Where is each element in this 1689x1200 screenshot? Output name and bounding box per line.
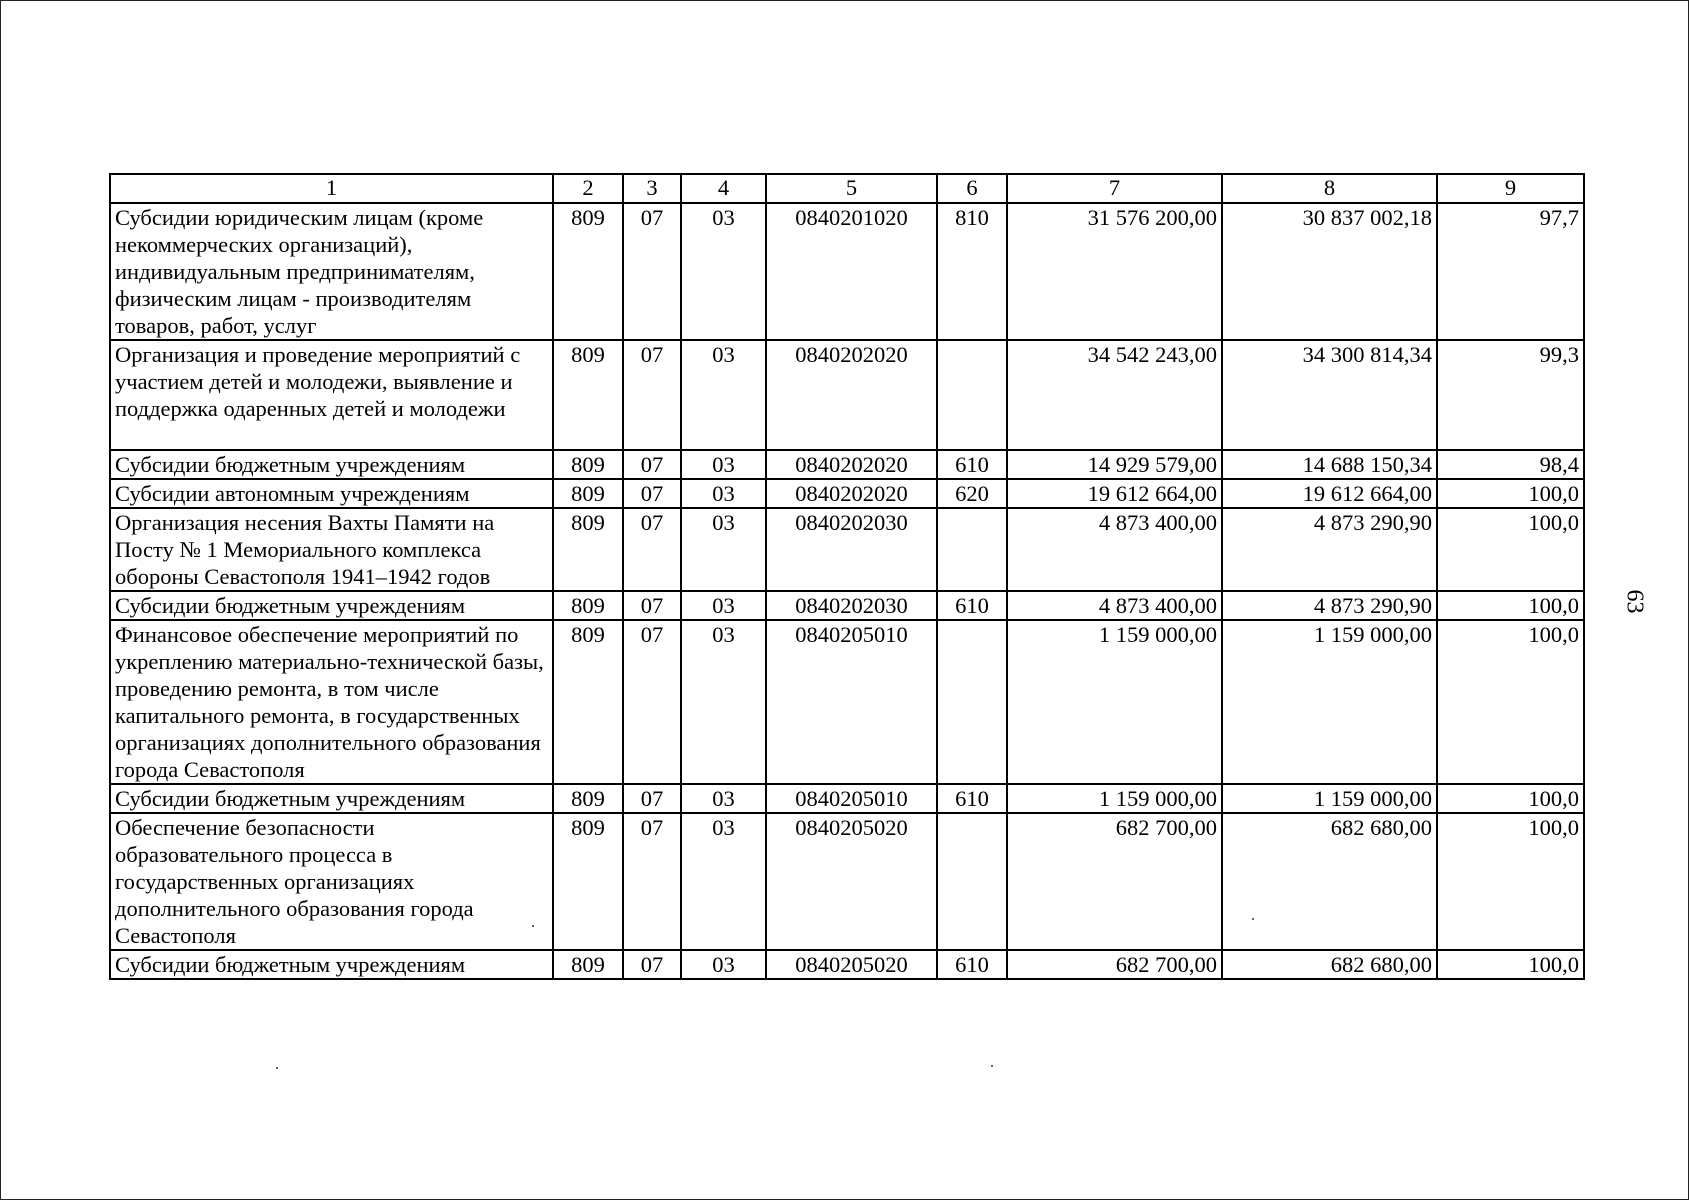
header-col-9: 9	[1437, 174, 1584, 203]
row-name: Субсидии автономным учреждениям	[110, 479, 553, 508]
cell-col-7: 1 159 000,00	[1007, 620, 1222, 784]
cell-col-8: 14 688 150,34	[1222, 450, 1437, 479]
cell-col-7: 19 612 664,00	[1007, 479, 1222, 508]
cell-col-8: 682 680,00	[1222, 950, 1437, 979]
cell-col-3: 07	[623, 784, 681, 813]
cell-col-7: 34 542 243,00	[1007, 340, 1222, 450]
cell-col-2: 809	[553, 508, 623, 591]
cell-col-2: 809	[553, 591, 623, 620]
cell-col-9: 100,0	[1437, 813, 1584, 950]
page-number: 63	[1621, 589, 1648, 614]
cell-col-4: 03	[681, 784, 766, 813]
table-row	[110, 508, 1584, 591]
scan-speck	[276, 1067, 278, 1069]
cell-col-4: 03	[681, 508, 766, 591]
cell-col-7: 1 159 000,00	[1007, 784, 1222, 813]
cell-col-6	[937, 813, 1007, 950]
cell-col-5: 0840202030	[766, 508, 937, 591]
cell-col-8: 1 159 000,00	[1222, 620, 1437, 784]
cell-col-4: 03	[681, 950, 766, 979]
cell-col-2: 809	[553, 479, 623, 508]
cell-col-6	[937, 508, 1007, 591]
cell-col-6	[937, 340, 1007, 450]
cell-col-4: 03	[681, 340, 766, 450]
row-name: Организация несения Вахты Памяти на Посту № 1 Мемориального комплекса обороны Севастополя 1941–1942 годов	[110, 508, 553, 591]
row-name: Субсидии бюджетным учреждениям	[110, 950, 553, 979]
cell-col-3: 07	[623, 450, 681, 479]
scan-speck	[1252, 918, 1254, 920]
cell-col-6: 810	[937, 203, 1007, 340]
row-name: Субсидии бюджетным учреждениям	[110, 784, 553, 813]
cell-col-8: 34 300 814,34	[1222, 340, 1437, 450]
cell-col-9: 100,0	[1437, 479, 1584, 508]
cell-col-4: 03	[681, 450, 766, 479]
cell-col-8: 4 873 290,90	[1222, 508, 1437, 591]
table-row	[110, 591, 1584, 620]
scan-speck	[532, 925, 534, 927]
table-row	[110, 813, 1584, 950]
row-name: Субсидии юридическим лицам (кроме некоммерческих организаций), индивидуальным предпринимателям, физическим лицам - производителям товаров, работ, услуг	[110, 203, 553, 340]
cell-col-5: 0840202030	[766, 591, 937, 620]
cell-col-3: 07	[623, 950, 681, 979]
header-col-4: 4	[681, 174, 766, 203]
cell-col-3: 07	[623, 479, 681, 508]
cell-col-9: 99,3	[1437, 340, 1584, 450]
cell-col-9: 100,0	[1437, 784, 1584, 813]
cell-col-9: 97,7	[1437, 203, 1584, 340]
cell-col-7: 31 576 200,00	[1007, 203, 1222, 340]
header-col-7: 7	[1007, 174, 1222, 203]
cell-col-7: 4 873 400,00	[1007, 508, 1222, 591]
cell-col-5: 0840205020	[766, 813, 937, 950]
cell-col-7: 682 700,00	[1007, 950, 1222, 979]
cell-col-5: 0840202020	[766, 479, 937, 508]
table-row	[110, 450, 1584, 479]
cell-col-2: 809	[553, 450, 623, 479]
cell-col-2: 809	[553, 950, 623, 979]
cell-col-7: 14 929 579,00	[1007, 450, 1222, 479]
cell-col-9: 98,4	[1437, 450, 1584, 479]
cell-col-9: 100,0	[1437, 591, 1584, 620]
cell-col-4: 03	[681, 203, 766, 340]
header-col-2: 2	[553, 174, 623, 203]
cell-col-8: 19 612 664,00	[1222, 479, 1437, 508]
row-name: Финансовое обеспечение мероприятий по укреплению материально-технической базы, проведению ремонта, в том числе капитального ремонта, в государственных организациях дополнительного образования города Севастополя	[110, 620, 553, 784]
scan-speck	[991, 1065, 993, 1067]
cell-col-4: 03	[681, 813, 766, 950]
cell-col-8: 4 873 290,90	[1222, 591, 1437, 620]
table-row	[110, 340, 1584, 450]
cell-col-6: 620	[937, 479, 1007, 508]
table-body	[110, 203, 1584, 979]
cell-col-3: 07	[623, 508, 681, 591]
cell-col-9: 100,0	[1437, 620, 1584, 784]
row-name: Обеспечение безопасности образовательного процесса в государственных организациях дополнительного образования города Севастополя	[110, 813, 553, 950]
budget-table	[109, 173, 1585, 980]
cell-col-9: 100,0	[1437, 508, 1584, 591]
table-row	[110, 620, 1584, 784]
cell-col-5: 0840202020	[766, 450, 937, 479]
header-col-1: 1	[110, 174, 553, 203]
header-col-8: 8	[1222, 174, 1437, 203]
row-name: Организация и проведение мероприятий с участием детей и молодежи, выявление и поддержка одаренных детей и молодежи	[110, 340, 553, 450]
cell-col-5: 0840205010	[766, 784, 937, 813]
cell-col-2: 809	[553, 784, 623, 813]
cell-col-2: 809	[553, 340, 623, 450]
cell-col-4: 03	[681, 591, 766, 620]
cell-col-7: 4 873 400,00	[1007, 591, 1222, 620]
cell-col-2: 809	[553, 203, 623, 340]
cell-col-9: 100,0	[1437, 950, 1584, 979]
row-name: Субсидии бюджетным учреждениям	[110, 450, 553, 479]
table-row	[110, 784, 1584, 813]
cell-col-6: 610	[937, 784, 1007, 813]
cell-col-7: 682 700,00	[1007, 813, 1222, 950]
cell-col-8: 682 680,00	[1222, 813, 1437, 950]
cell-col-6: 610	[937, 450, 1007, 479]
cell-col-3: 07	[623, 620, 681, 784]
cell-col-3: 07	[623, 813, 681, 950]
cell-col-8: 30 837 002,18	[1222, 203, 1437, 340]
cell-col-3: 07	[623, 591, 681, 620]
cell-col-6: 610	[937, 591, 1007, 620]
cell-col-6: 610	[937, 950, 1007, 979]
cell-col-6	[937, 620, 1007, 784]
cell-col-8: 1 159 000,00	[1222, 784, 1437, 813]
cell-col-2: 809	[553, 620, 623, 784]
cell-col-5: 0840205010	[766, 620, 937, 784]
header-col-3: 3	[623, 174, 681, 203]
cell-col-3: 07	[623, 340, 681, 450]
cell-col-5: 0840205020	[766, 950, 937, 979]
cell-col-3: 07	[623, 203, 681, 340]
header-col-6: 6	[937, 174, 1007, 203]
header-col-5: 5	[766, 174, 937, 203]
header-row	[110, 174, 1584, 203]
row-name: Субсидии бюджетным учреждениям	[110, 591, 553, 620]
table-row	[110, 479, 1584, 508]
cell-col-5: 0840201020	[766, 203, 937, 340]
table-row	[110, 203, 1584, 340]
table-header	[110, 174, 1584, 203]
table-row	[110, 950, 1584, 979]
cell-col-2: 809	[553, 813, 623, 950]
cell-col-4: 03	[681, 479, 766, 508]
cell-col-4: 03	[681, 620, 766, 784]
cell-col-5: 0840202020	[766, 340, 937, 450]
